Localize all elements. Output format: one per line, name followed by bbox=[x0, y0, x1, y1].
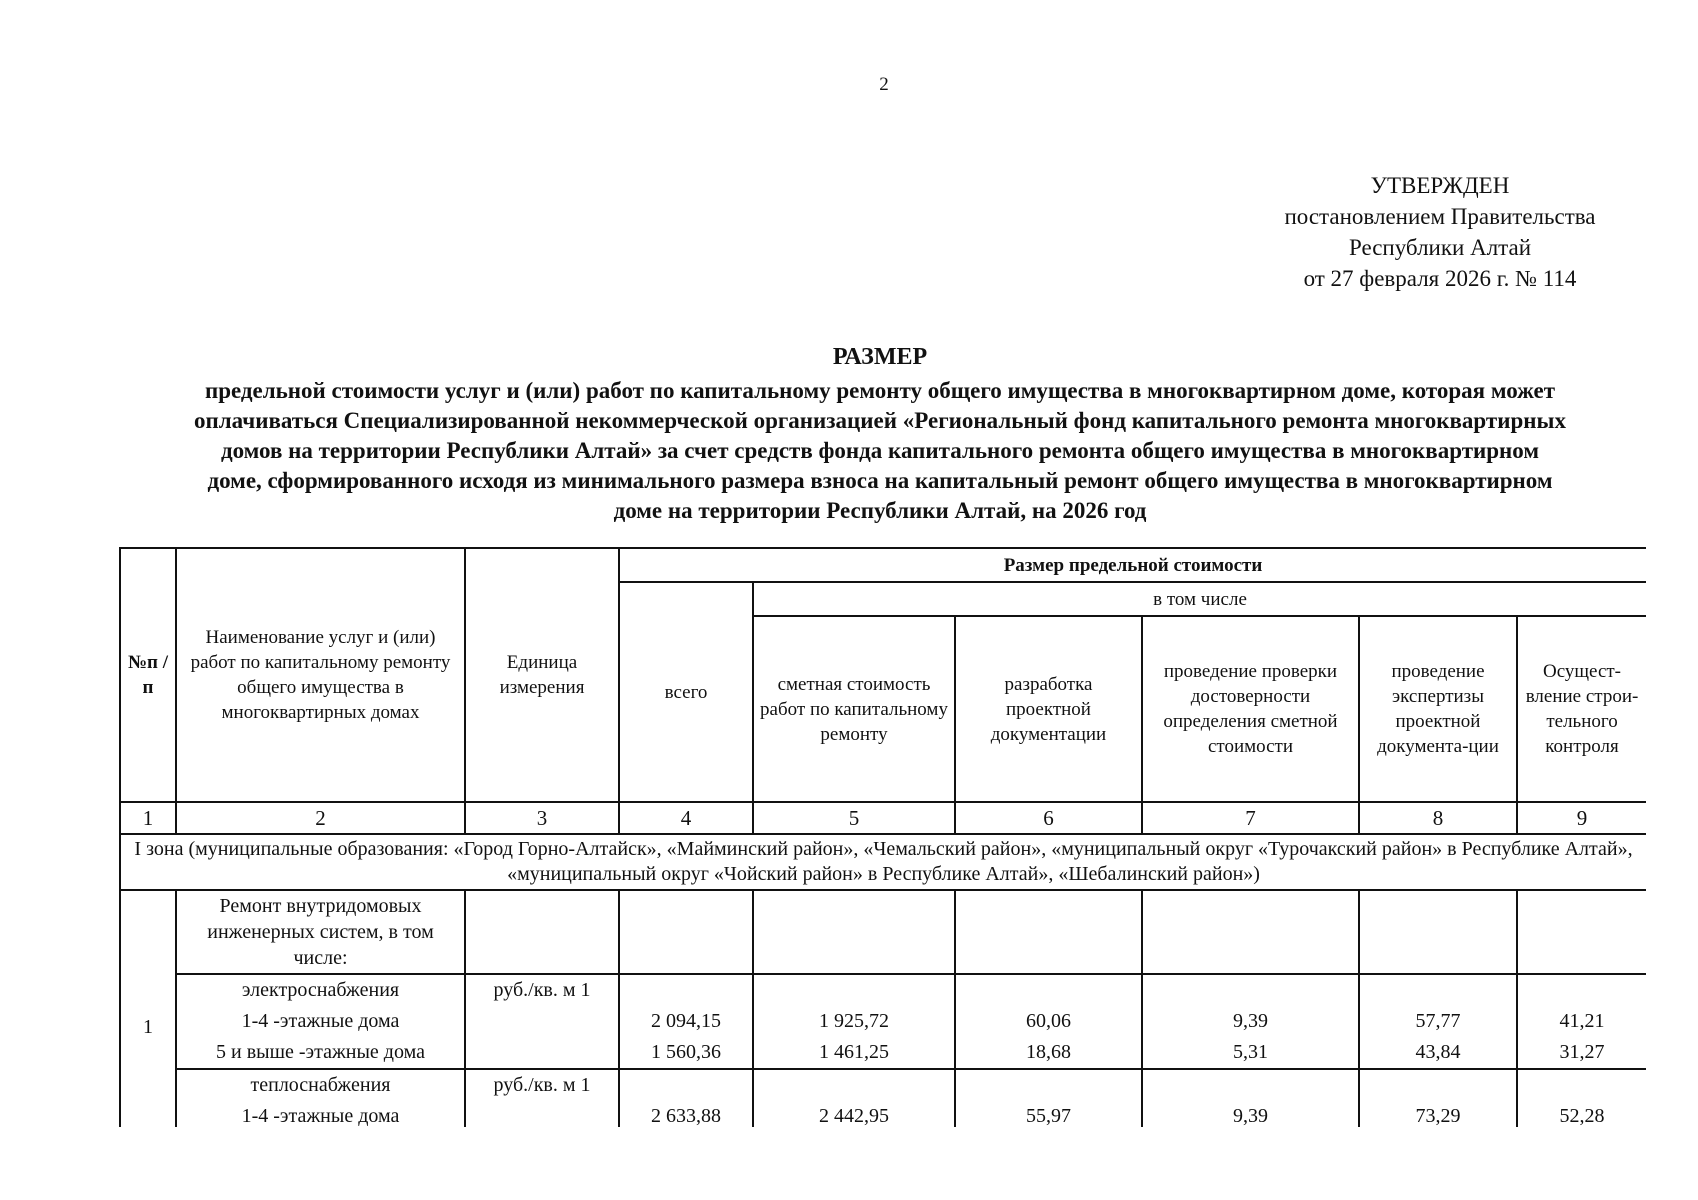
value-cell: 55,97 bbox=[1026, 1105, 1071, 1127]
value-cell: 2 633,88 bbox=[651, 1105, 721, 1127]
value-cell: 57,77 bbox=[1415, 1010, 1461, 1032]
page-number: 2 bbox=[879, 74, 889, 95]
header-num: №п /п bbox=[120, 548, 176, 802]
header-col7: проведение проверки достоверности определения сметной стоимости bbox=[1142, 616, 1359, 802]
header-unit: Единица измерения bbox=[465, 548, 619, 802]
column-number: 4 bbox=[619, 802, 753, 834]
electric-col8 bbox=[1359, 974, 1517, 1069]
cost-table-container bbox=[119, 547, 1646, 1127]
empty-cell bbox=[955, 890, 1142, 974]
header-col6: разработка проектной документации bbox=[955, 616, 1142, 802]
value-cell: 73,29 bbox=[1415, 1105, 1461, 1127]
empty-cell bbox=[1517, 890, 1646, 974]
electric-label: электроснабжения bbox=[241, 979, 400, 1001]
empty-cell bbox=[619, 890, 753, 974]
value-cell: 2 094,15 bbox=[651, 1010, 721, 1032]
title-line-3: домов на территории Республики Алтай» за счет средств фонда капитального ремонта общего имущества в многоквартирном bbox=[220, 438, 1540, 463]
heat-col6 bbox=[955, 1069, 1142, 1127]
heat-labels bbox=[176, 1069, 465, 1127]
value-cell: 9,39 bbox=[1233, 1010, 1268, 1032]
table-row bbox=[120, 1069, 1646, 1127]
heat-col5 bbox=[753, 1069, 955, 1127]
electric-col7 bbox=[1142, 974, 1359, 1069]
value-cell: 1 461,25 bbox=[819, 1041, 889, 1063]
title-line-2: оплачиваться Специализированной некоммерческой организацией «Региональный фонд капитального ремонта многоквартирных bbox=[194, 408, 1566, 433]
empty-cell bbox=[1142, 890, 1359, 974]
title-line-4: доме, сформированного исходя из минимального размера взноса на капитальный ремонт общего имущества в многоквартирном bbox=[207, 468, 1553, 493]
electric-col9 bbox=[1517, 974, 1646, 1069]
approval-line-3: Республики Алтай bbox=[1348, 235, 1532, 260]
column-number: 2 bbox=[176, 802, 465, 834]
value-cell: 43,84 bbox=[1415, 1041, 1461, 1063]
heat-col7 bbox=[1142, 1069, 1359, 1127]
title-line-1: предельной стоимости услуг и (или) работ по капитальному ремонту общего имущества в многоквартирном доме, которая может bbox=[204, 378, 1556, 403]
empty-cell bbox=[753, 890, 955, 974]
column-number: 6 bbox=[955, 802, 1142, 834]
electric-col5 bbox=[753, 974, 955, 1069]
heat-unit: руб./кв. м 1 bbox=[493, 1074, 591, 1096]
header-col5: сметная стоимость работ по капитальному ремонту bbox=[753, 616, 955, 802]
row-number: 1 bbox=[120, 890, 176, 1127]
cost-table bbox=[119, 547, 1646, 1127]
header-including: в том числе bbox=[753, 582, 1646, 616]
electric-col4 bbox=[619, 974, 753, 1069]
value-cell: 60,06 bbox=[1026, 1010, 1071, 1032]
header-total: всего bbox=[619, 582, 753, 802]
value-cell: 5,31 bbox=[1233, 1041, 1268, 1063]
column-number: 8 bbox=[1359, 802, 1517, 834]
heat-label: теплоснабжения bbox=[250, 1074, 391, 1096]
value-cell: 18,68 bbox=[1026, 1041, 1071, 1063]
heat-col4 bbox=[619, 1069, 753, 1127]
document-title bbox=[140, 342, 1620, 526]
approval-line-2: постановлением Правительства bbox=[1284, 204, 1596, 229]
heat-r1-label: 1-4 -этажные дома bbox=[241, 1105, 400, 1127]
heat-unit-cell bbox=[465, 1069, 619, 1127]
header-name: Наименование услуг и (или) работ по капитальному ремонту общего имущества в многоквартирных домах bbox=[176, 548, 465, 802]
electric-unit: руб./кв. м 1 bbox=[493, 979, 591, 1001]
electric-unit-cell bbox=[465, 974, 619, 1069]
heat-col9 bbox=[1517, 1069, 1646, 1127]
empty-cell bbox=[1359, 890, 1517, 974]
column-number: 3 bbox=[465, 802, 619, 834]
header-col9: Осущест-вление строи-тельного контроля bbox=[1517, 616, 1646, 802]
zone-row bbox=[120, 834, 1646, 890]
value-cell: 31,27 bbox=[1559, 1041, 1605, 1063]
electric-col6 bbox=[955, 974, 1142, 1069]
electric-r1-label: 1-4 -этажные дома bbox=[241, 1010, 400, 1032]
value-cell: 1 560,36 bbox=[651, 1041, 721, 1063]
approval-stamp bbox=[1240, 170, 1640, 294]
column-number: 9 bbox=[1517, 802, 1646, 834]
value-cell: 9,39 bbox=[1233, 1105, 1268, 1127]
approval-line-1: УТВЕРЖДЕН bbox=[1370, 173, 1510, 198]
electric-r2-label: 5 и выше -этажные дома bbox=[216, 1041, 425, 1063]
column-number: 7 bbox=[1142, 802, 1359, 834]
column-number: 1 bbox=[120, 802, 176, 834]
value-cell: 2 442,95 bbox=[819, 1105, 889, 1127]
row-title: Ремонт внутридомовых инженерных систем, в том числе: bbox=[176, 890, 465, 974]
electric-labels bbox=[176, 974, 465, 1069]
value-cell: 1 925,72 bbox=[819, 1010, 889, 1032]
header-cost-group: Размер предельной стоимости bbox=[619, 548, 1646, 582]
empty-cell bbox=[465, 890, 619, 974]
table-row bbox=[120, 890, 1646, 974]
heat-col8 bbox=[1359, 1069, 1517, 1127]
title-heading: РАЗМЕР bbox=[832, 344, 928, 370]
column-number-row bbox=[120, 802, 1646, 834]
approval-line-4: от 27 февраля 2026 г. № 114 bbox=[1303, 266, 1577, 291]
value-cell: 52,28 bbox=[1559, 1105, 1605, 1127]
zone-label: I зона (муниципальные образования: «Город Горно-Алтайск», «Майминский район», «Чемальский район», «муниципальный округ «Турочакский район» в Республике Алтай», «муниципальный округ «Чойский район» в Республике Алтай», «Шебалинский район») bbox=[120, 834, 1646, 890]
title-line-5: доме на территории Республики Алтай, на 2026 год bbox=[613, 498, 1147, 523]
header-col8: проведение экспертизы проектной документа-ции bbox=[1359, 616, 1517, 802]
value-cell: 41,21 bbox=[1559, 1010, 1605, 1032]
column-number: 5 bbox=[753, 802, 955, 834]
table-row bbox=[120, 974, 1646, 1069]
